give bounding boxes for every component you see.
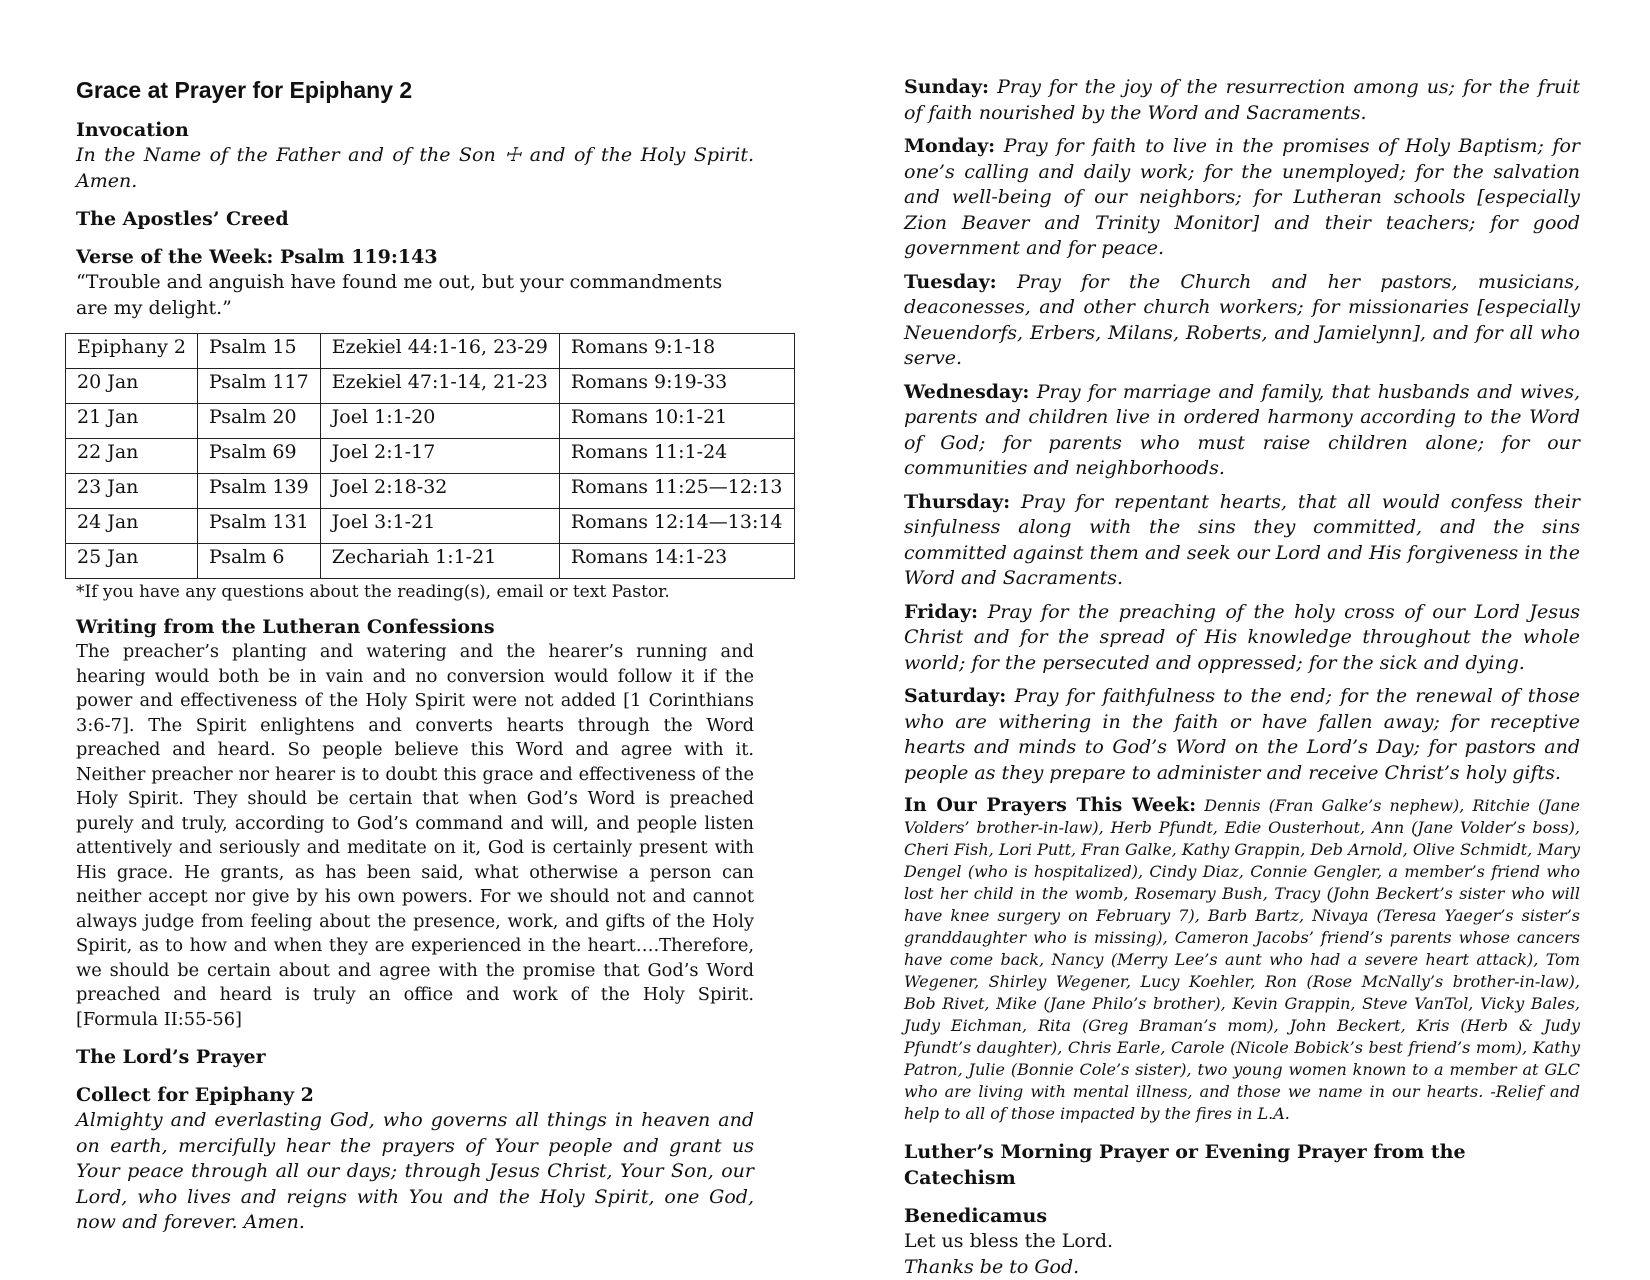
table-row (66, 404, 795, 439)
table-cell: 22 Jan (66, 439, 198, 474)
table-cell: Psalm 117 (197, 369, 320, 404)
table-cell: Joel 1:1-20 (320, 404, 559, 439)
benedicamus-line-2: Thanks be to God. (904, 1255, 1580, 1280)
day-prayer (904, 270, 1580, 372)
table-cell: Joel 2:18-32 (320, 474, 559, 509)
day-label: Thursday: (904, 491, 1010, 513)
table-cell: Romans 11:1-24 (559, 439, 794, 474)
table-cell: Romans 12:14—13:14 (559, 509, 794, 544)
table-cell: 24 Jan (66, 509, 198, 544)
day-prayer (904, 490, 1580, 592)
table-cell: Psalm 15 (197, 334, 320, 369)
table-cell: Ezekiel 47:1-14, 21-23 (320, 369, 559, 404)
confessions-heading: Writing from the Lutheran Confessions (76, 614, 754, 640)
table-cell: Psalm 139 (197, 474, 320, 509)
prayer-list-label: In Our Prayers This Week: (904, 794, 1196, 816)
day-label: Sunday: (904, 76, 989, 98)
verse-heading: Verse of the Week: Psalm 119:143 (76, 244, 754, 270)
table-cell: Romans 14:1-23 (559, 544, 794, 579)
creed-heading: The Apostles’ Creed (76, 206, 754, 232)
day-text: Pray for the Church and her pastors, musicians, deaconesses, and other church workers; for missionaries [especially Neuendorfs, Erbers, Milans, Roberts, and Jamielynn], and for all who serve. (904, 271, 1580, 370)
prayer-list (904, 794, 1580, 1125)
table-cell: Psalm 6 (197, 544, 320, 579)
table-cell: 20 Jan (66, 369, 198, 404)
collect-heading: Collect for Epiphany 2 (76, 1082, 754, 1108)
daily-prayers (904, 75, 1580, 786)
table-row (66, 369, 795, 404)
day-label: Friday: (904, 601, 978, 623)
day-prayer (904, 380, 1580, 482)
table-row (66, 474, 795, 509)
table-cell: Ezekiel 44:1-16, 23-29 (320, 334, 559, 369)
table-cell: 21 Jan (66, 404, 198, 439)
day-label: Tuesday: (904, 271, 997, 293)
day-text: Pray for faithfulness to the end; for the renewal of those who are withering in the faith or have fallen away; for receptive hearts and minds to God’s Word on the Lord’s Day; for pastors and people as they prepare to administer and receive Christ’s holy gifts. (904, 685, 1580, 784)
luther-prayer-heading: Luther’s Morning Prayer or Evening Prayer from the Catechism (904, 1139, 1580, 1191)
table-cell: Romans 9:19-33 (559, 369, 794, 404)
day-text: Pray for marriage and family, that husbands and wives, parents and children live in ordered harmony according to the Word of God; for parents who must raise children alone; for our communities and neighborhoods. (904, 381, 1580, 480)
right-column (904, 75, 1580, 1280)
table-cell: 23 Jan (66, 474, 198, 509)
readings-table (65, 333, 795, 579)
table-row (66, 509, 795, 544)
table-cell: Psalm 69 (197, 439, 320, 474)
lords-prayer-heading: The Lord’s Prayer (76, 1044, 754, 1070)
day-text: Pray for faith to live in the promises of Holy Baptism; for one’s calling and daily work; for the unemployed; for the salvation and well-being of our neighbors; for Lutheran schools [especially Zion Beaver and Trinity Monitor] and their teachers; for good government and for peace. (904, 135, 1580, 259)
table-row (66, 334, 795, 369)
day-text: Pray for the preaching of the holy cross of our Lord Jesus Christ and for the spread of His knowledge throughout the whole world; for the persecuted and oppressed; for the sick and dying. (904, 601, 1580, 674)
invocation-text: In the Name of the Father and of the Son ☩ and of the Holy Spirit. Amen. (76, 143, 754, 194)
table-row (66, 544, 795, 579)
table-cell: Romans 9:1-18 (559, 334, 794, 369)
invocation-heading: Invocation (76, 117, 754, 143)
table-row (66, 439, 795, 474)
benedicamus-line-1: Let us bless the Lord. (904, 1229, 1580, 1255)
day-prayer (904, 600, 1580, 677)
table-cell: Romans 11:25—12:13 (559, 474, 794, 509)
collect-text: Almighty and everlasting God, who governs all things in heaven and on earth, mercifully hear the prayers of Your people and grant us Your peace through all our days; through Jesus Christ, Your Son, our Lord, who lives and reigns with You and the Holy Spirit, one God, now and forever. Amen. (76, 1108, 754, 1236)
day-text: Pray for repentant hearts, that all would confess their sinfulness along with the sins they committed, and the sins committed against them and seek our Lord and His forgiveness in the Word and Sacraments. (904, 491, 1580, 590)
table-cell: 25 Jan (66, 544, 198, 579)
table-cell: Joel 2:1-17 (320, 439, 559, 474)
table-cell: Psalm 131 (197, 509, 320, 544)
table-cell: Zechariah 1:1-21 (320, 544, 559, 579)
confessions-text: The preacher’s planting and watering and the hearer’s running and hearing would both be in vain and no conversion would follow it if the power and effectiveness of the Holy Spirit were not added [1 Corinthians 3:6-7]. The Spirit enlightens and converts hearts through the Word preached and heard. So people believe this Word and agree with it. Neither preacher nor hearer is to doubt this grace and effectiveness of the Holy Spirit. They should be certain that when God’s Word is preached purely and truly, according to God’s command and will, and people listen attentively and seriously and meditate on it, God is certainly present with His grace. He grants, as has been said, what otherwise a person can neither accept nor give by his own powers. For we should not and cannot always judge from feeling about the presence, work, and gifts of the Holy Spirit, as to how and when they are experienced in the heart….Therefore, we should be certain about and agree with the promise that God’s Word preached and heard is truly an office and work of the Holy Spirit. [Formula II:55-56] (76, 640, 754, 1032)
day-text: Pray for the joy of the resurrection among us; for the fruit of faith nourished by the Word and Sacraments. (904, 76, 1580, 124)
left-column (76, 75, 754, 1236)
day-prayer (904, 134, 1580, 262)
day-label: Saturday: (904, 685, 1006, 707)
day-label: Monday: (904, 135, 995, 157)
benedicamus-heading: Benedicamus (904, 1203, 1580, 1229)
table-cell: Romans 10:1-21 (559, 404, 794, 439)
prayer-list-text: Dennis (Fran Galke’s nephew), Ritchie (Jane Volders’ brother-in-law), Herb Pfundt, Edie Ousterhout, Ann (Jane Volder’s boss), Cheri Fish, Lori Putt, Fran Galke, Kathy Grappin, Deb Arnold, Olive Schmidt, Mary Dengel (who is hospitalized), Cindy Diaz, Connie Gengler, a member’s friend who lost her child in the womb, Rosemary Bush, Tracy (John Beckert’s sister who will have knee surgery on February 7), Barb Bartz, Nivaya (Teresa Yaeger’s sister’s granddaughter who is missing), Cameron Jacobs’ friend’s parents whose cancers have come back, Nancy (Merry Lee’s aunt who had a severe heart attack), Tom Wegener, Shirley Wegener, Lucy Koehler, Ron (Rose McNally’s brother-in-law), Bob Rivet, Mike (Jane Philo’s brother), Kevin Grappin, Steve VanTol, Vicky Bales, Judy Eichman, Rita (Greg Braman’s mom), John Beckert, Kris (Herb & Judy Pfundt’s daughter), Chris Earle, Carole (Nicole Bobick’s best friend’s mom), Kathy Patron, Julie (Bonnie Cole’s sister), two young women known to a member at GLC who are living with mental illness, and those we name in our hearts. -Relief and help to all of those impacted by the fires in L.A. (904, 796, 1580, 1123)
table-cell: Epiphany 2 (66, 334, 198, 369)
day-prayer (904, 684, 1580, 786)
verse-text: “Trouble and anguish have found me out, but your commandments are my delight.” (76, 270, 754, 321)
table-cell: Psalm 20 (197, 404, 320, 439)
day-prayer (904, 75, 1580, 126)
table-cell: Joel 3:1-21 (320, 509, 559, 544)
readings-note: *If you have any questions about the reading(s), email or text Pastor. (76, 580, 754, 604)
day-label: Wednesday: (904, 381, 1029, 403)
page-title: Grace at Prayer for Epiphany 2 (76, 75, 754, 105)
